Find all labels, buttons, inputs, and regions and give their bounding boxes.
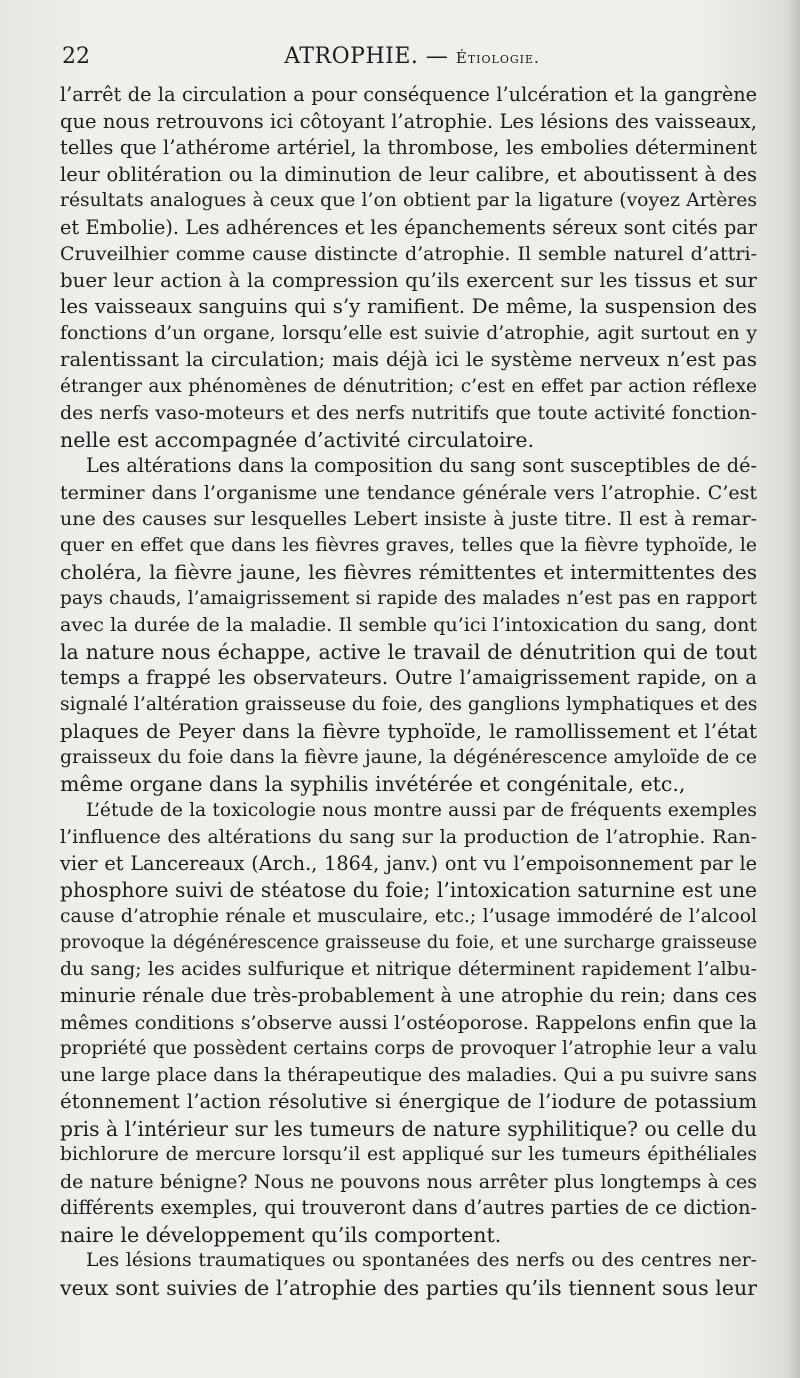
text-line: avec la durée de la maladie. Il semble qu’ici l’intoxication du sang, dont <box>60 614 757 636</box>
text-line: étonnement l’action résolutive si énergique de l’iodure de potassium <box>60 1090 757 1113</box>
text-line: l’influence des altérations du sang sur la production de l’atrophie. Ran- <box>60 826 757 848</box>
text-line: ralentissant la circulation; mais déjà ici le système nerveux n’est pas <box>60 348 757 371</box>
text-line: des nerfs vaso-moteurs et des nerfs nutritifs que toute activité fonction- <box>60 402 757 424</box>
text-line: étranger aux phénomènes de dénutrition; c’est en effet par action réflexe <box>60 375 757 397</box>
text-line: buer leur action à la compression qu’ils exercent sur les tissus et sur <box>60 268 757 292</box>
text-line: une des causes sur lesquelles Lebert insiste à juste titre. Il est à remar- <box>60 508 757 530</box>
text-line: plaques de Peyer dans la fièvre typhoïde, le ramollissement et l’état <box>60 719 757 743</box>
text-line: différents exemples, qui trouveront dans d’autres parties de ce diction- <box>60 1196 757 1219</box>
text-line: Les altérations dans la composition du sang sont susceptibles de dé- <box>86 454 757 477</box>
page-edge-shadow <box>786 0 800 1378</box>
text-line: et Embolie). Les adhérences et les épanchements séreux sont cités par <box>60 215 757 239</box>
text-line: mêmes conditions s’observe aussi l’ostéoporose. Rappelons enfin que la <box>60 1011 757 1034</box>
header-title <box>62 44 762 69</box>
text-line: telles que l’athérome artériel, la thrombose, les embolies déterminent <box>60 136 757 159</box>
text-line: fonctions d’un organe, lorsqu’elle est suivie d’atrophie, agit surtout en y <box>60 322 757 344</box>
text-line: l’arrêt de la circulation a pour conséquence l’ulcération et la gangrène <box>60 83 757 106</box>
text-line: bichlorure de mercure lorsqu’il est appliqué sur les tumeurs épithéliales <box>60 1144 757 1165</box>
text-line: temps a frappé les observateurs. Outre l’amaigrissement rapide, on a <box>60 666 757 689</box>
text-line: signalé l’altération graisseuse du foie, des ganglions lymphatiques et des <box>60 693 757 715</box>
text-line: les vaisseaux sanguins qui s’y ramifient. De même, la suspension des <box>60 295 757 318</box>
body-text <box>60 82 757 1301</box>
text-line: Les lésions traumatiques ou spontanées des nerfs ou des centres ner- <box>86 1250 757 1271</box>
text-line: leur oblitération ou la diminution de leur calibre, et aboutissent à des <box>60 162 757 186</box>
text-line: de nature bénigne? Nous ne pouvons nous arrêter plus longtemps à ces <box>60 1170 757 1193</box>
page-number: 22 <box>62 44 90 69</box>
text-line: vier et Lancereaux (Arch., 1864, janv.) ont vu l’empoisonnement par le <box>60 851 757 875</box>
text-line: quer en effet que dans les fièvres graves, telles que la fièvre typhoïde, le <box>60 534 757 556</box>
header-title-main: ATROPHIE. — <box>284 44 449 69</box>
text-line: Cruveilhier comme cause distincte d’atrophie. Il semble naturel d’attri- <box>60 243 757 265</box>
text-line: que nous retrouvons ici côtoyant l’atrophie. Les lésions des vaisseaux, <box>60 109 757 133</box>
text-line: provoque la dégénérescence graisseuse du foie, et une surcharge graisseuse <box>60 933 757 953</box>
text-line: veux sont suivies de l’atrophie des parties qu’ils tiennent sous leur <box>60 1275 757 1300</box>
text-line: pris à l’intérieur sur les tumeurs de nature syphilitique? ou celle du <box>60 1116 757 1141</box>
text-line: du sang; les acides sulfurique et nitrique déterminent rapidement l’albu- <box>60 958 757 980</box>
text-line: une large place dans la thérapeutique des maladies. Qui a pu suivre sans <box>60 1064 757 1086</box>
text-line: pays chauds, l’amaigrissement si rapide des malades n’est pas en rapport <box>60 587 757 609</box>
text-line: cause d’atrophie rénale et musculaire, etc.; l’usage immodéré de l’alcool <box>60 905 757 927</box>
text-line: phosphore suivi de stéatose du foie; l’intoxication saturnine est une <box>60 878 757 902</box>
text-line: terminer dans l’organisme une tendance générale vers l’atrophie. C’est <box>60 481 757 504</box>
header-section: Étiologie. <box>455 49 540 67</box>
text-line: choléra, la fièvre jaune, les fièvres rémittentes et intermittentes des <box>60 560 757 584</box>
text-line: L’étude de la toxicologie nous montre aussi par de fréquents exemples <box>86 799 757 821</box>
running-header <box>62 44 762 74</box>
text-line: résultats analogues à ceux que l’on obtient par la ligature (voyez Artères <box>60 190 757 211</box>
text-line: minurie rénale due très-probablement à une atrophie du rein; dans ces <box>60 984 757 1007</box>
text-line: naire le développement qu’ils comportent. <box>60 1222 502 1247</box>
text-line: propriété que possèdent certains corps de provoquer l’atrophie leur a valu <box>60 1038 757 1059</box>
text-line: même organe dans la syphilis invétérée et congénitale, etc., <box>60 772 686 796</box>
text-line: la nature nous échappe, active le travail de dénutrition qui de tout <box>60 639 757 664</box>
text-line: nelle est accompagnée d’activité circulatoire. <box>60 427 534 452</box>
text-line: graisseux du foie dans la fièvre jaune, la dégénérescence amyloïde de ce <box>60 746 757 768</box>
